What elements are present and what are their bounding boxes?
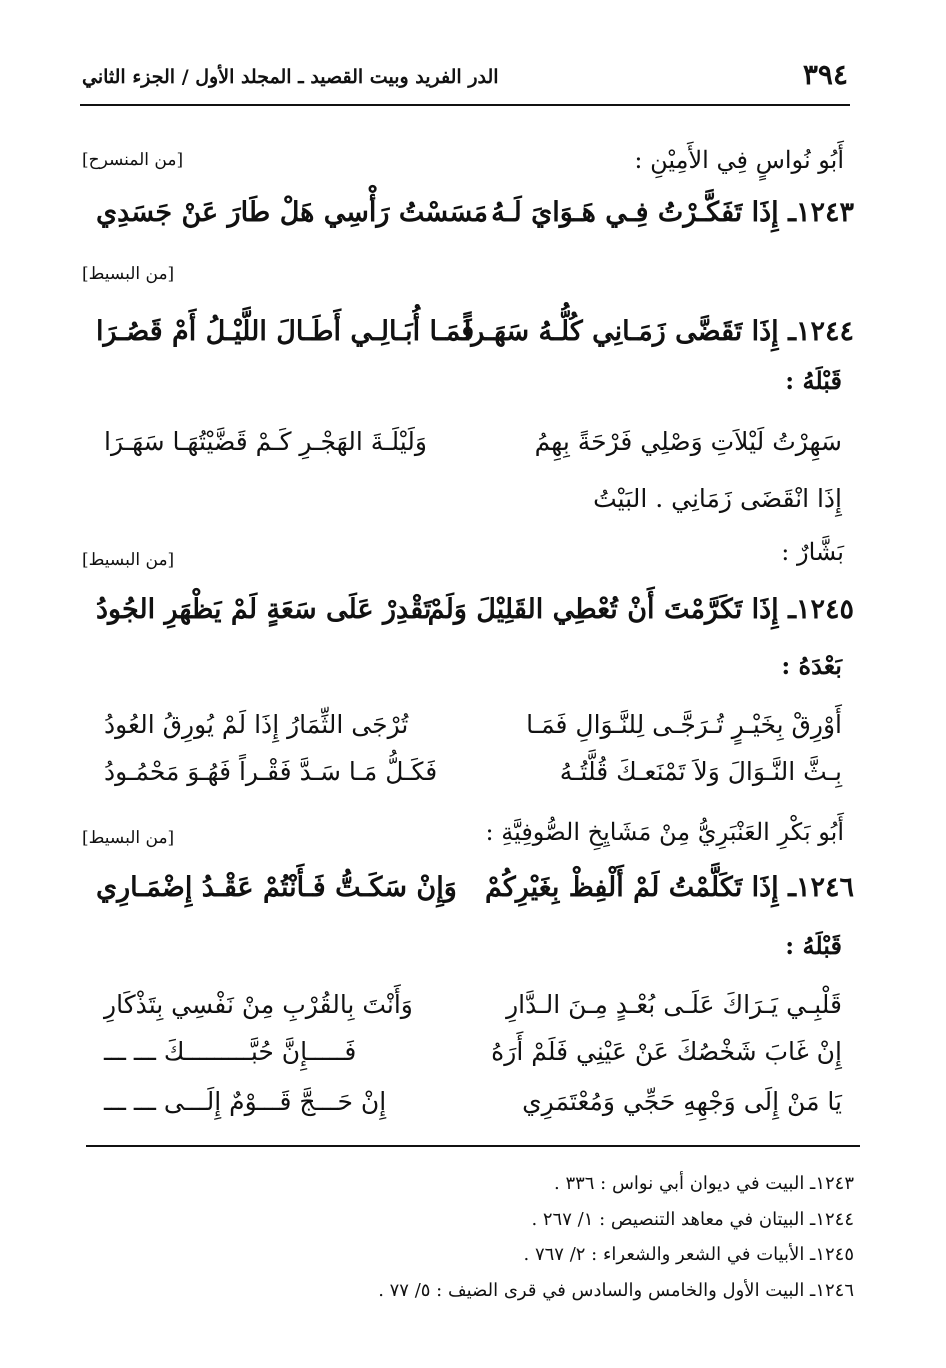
related-verse-first: إِنْ غَابَ شَخْصُكَ عَنْ عَيْنِي فَلَمْ أَرَهُ [491, 1037, 842, 1066]
footnote: ١٢٤٣ـ البيت في ديوان أبي نواس : ٣٣٦ . [553, 1173, 854, 1194]
entry-intro: بَشَّارٌ : [781, 538, 844, 566]
verse-second-hemistich: مَسَسْتُ رَأْسِي هَلْ طَارَ عَنْ جَسَدِي [96, 197, 489, 228]
footnote-divider [86, 1145, 860, 1147]
page-number: ٣٩٤ [802, 58, 848, 91]
verse-first-hemistich: ١٢٤٦ـ إِذَا تَكَلَّمْتُ لَمْ أَلْفِظْ بِغَيْرِكُمْ [484, 872, 854, 903]
context-label: قَبْلَهُ : [785, 931, 842, 960]
related-verse-first: بِـثَّ النَّـوَالَ وَلاَ تَمْنَعـكَ قُلَّتُـهُ [559, 757, 842, 786]
related-verse-second: فَكَـلُّ مَـا سَـدَّ فَقْـراً فَهُـوَ مَحْمُـودُ [104, 757, 438, 786]
related-verse-second: تُرْجَى الثِّمَارُ إِذَا لَمْ يُورِقُ العُودُ [104, 710, 409, 739]
related-verse-second: إِنْ حَـــجَّ قَـــوْمٌ إِلَـــى ـــ ـــ [104, 1087, 387, 1116]
related-verse-second: فَـــــإِنَّ حُبَّـــــــــكَ ـــ ـــ [104, 1037, 357, 1066]
meter-label: [من البسيط] [82, 550, 175, 570]
related-verse-first: سَهِرْتُ لَيْلاَتِ وَصْلِي فَرْحَةً بِهِمُ [534, 427, 842, 456]
verse-second-hemistich: وَإِنْ سَكَـتُّ فَـأَنْتُمْ عَقْـدُ إِضْمَـارِي [96, 872, 457, 903]
verse-second-hemistich: فَمَـا أُبَـالِـي أَطَـالَ اللَّيْـلُ أَمْ قَصُـرَا [96, 316, 475, 347]
related-verse-first: يَا مَنْ إِلَى وَجْهِهِ حَجِّي وَمُعْتَمَرِي [522, 1087, 842, 1116]
running-header-title: الدر الفريد وبيت القصيد ـ المجلد الأول / الجزء الثاني [82, 66, 499, 88]
verse-second-hemistich: تَقْدِرْ عَلَى سَعَةٍ لَمْ يَظْهَرِ الجُودُ [96, 594, 432, 625]
meter-label: [من البسيط] [82, 828, 175, 848]
verse-first-hemistich: ١٢٤٥ـ إِذَا تَكَرَّمْتَ أَنْ تُعْطِي القَلِيْلَ وَلَمْ [427, 594, 854, 625]
verse-first-hemistich: ١٢٤٣ـ إِذَا تَفَكَّـرْتُ فِـي هَـوَايَ لَـهُ [491, 197, 854, 228]
footnote: ١٢٤٦ـ البيت الأول والخامس والسادس في قرى الضيف : ٥/ ٧٧ . [378, 1280, 854, 1301]
continuation-line: إِذَا انْقَضَى زَمَانِي . البَيْتُ [593, 484, 842, 513]
related-verse-second: وَلَيْلَـةَ الهَجْـرِ كَـمْ قَضَّيْتُهَـا سَهَـرَا [104, 427, 427, 456]
related-verse-first: أَوْرِقْ بِخَيْـرٍ تُـرَجَّـى لِلنَّـوَالِ فَمَـا [526, 710, 842, 739]
related-verse-first: قَلْبِـي يَـرَاكَ عَلَـى بُعْـدٍ مِـنَ الـدَّارِ [506, 990, 842, 1019]
entry-intro: أَبُو بَكْرِ العَنْبَرِيُّ مِنْ مَشَايِخِ الصُّوفِيَّةِ : [485, 818, 844, 846]
context-label: بَعْدَهُ : [781, 651, 842, 680]
related-verse-second: وَأَنْتَ بِالقُرْبِ مِنْ نَفْسِي بِتَذْكَارِ [104, 990, 413, 1019]
meter-label: [من المنسرح] [82, 150, 184, 170]
verse-first-hemistich: ١٢٤٤ـ إِذَا تَقَضَّى زَمَـانِي كُلُّـهُ سَهَـراً [463, 316, 854, 347]
footnote: ١٢٤٥ـ الأبيات في الشعر والشعراء : ٢/ ٧٦٧ . [523, 1244, 854, 1265]
context-label: قَبْلَهُ : [785, 366, 842, 395]
entry-intro: أَبُو نُواسٍ فِي الأَمِيْنِ : [634, 146, 844, 174]
meter-label: [من البسيط] [82, 264, 175, 284]
footnote: ١٢٤٤ـ البيتان في معاهد التنصيص : ١/ ٢٦٧ . [531, 1209, 854, 1230]
header-divider [80, 104, 850, 106]
